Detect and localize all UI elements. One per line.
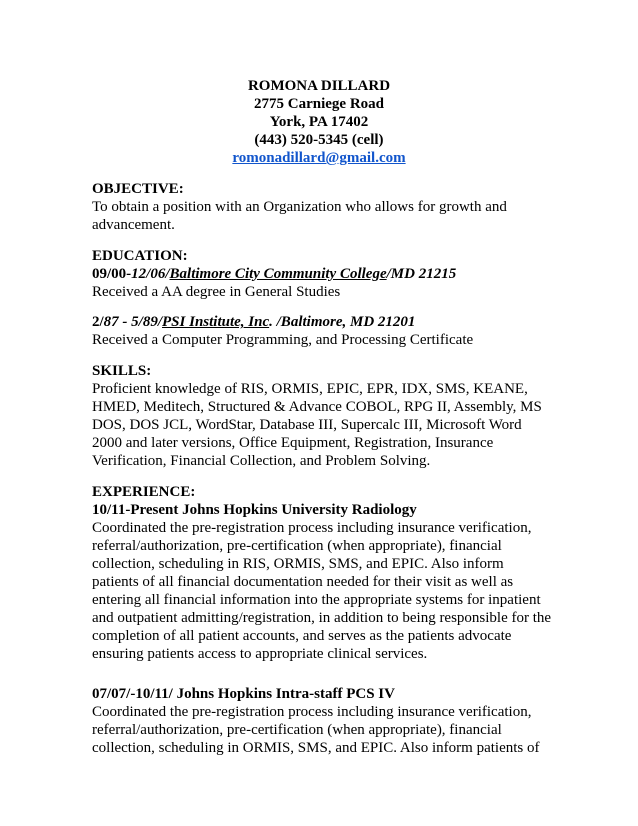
education-heading: EDUCATION: [92, 248, 188, 264]
job-2-line: Coordinated the pre-registration process including insurance verification, [92, 704, 532, 720]
job-1-line: collection, scheduling in RIS, ORMIS, SMS, and EPIC. Also inform [92, 556, 504, 572]
city-state-zip: York, PA 17402 [269, 114, 369, 130]
email-line [0, 149, 638, 167]
job-1-title: 10/11-Present Johns Hopkins University Radiology [92, 502, 417, 518]
education-2-location: . /Baltimore, MD 21201 [269, 314, 416, 330]
job-1-line: and outpatient admitting/registration, in addition to being responsible for the [92, 610, 552, 626]
education-entry-2-title [92, 313, 415, 331]
skills-line: HMED, Meditech, Structured & Advance COBOL, RPG II, Assembly, MS [92, 399, 542, 415]
job-1-line: Coordinated the pre-registration process including insurance verification, [92, 520, 532, 536]
education-1-dates-start: 09/00- [92, 266, 132, 282]
education-2-detail: Received a Computer Programming, and Processing Certificate [92, 332, 474, 348]
skills-line: Proficient knowledge of RIS, ORMIS, EPIC, EPR, IDX, SMS, KEANE, [92, 381, 528, 397]
skills-line: DOS, DOS JCL, WordStar, Database III, Supercalc III, Microsoft Word [92, 417, 522, 433]
phone-number: (443) 520-5345 (cell) [254, 132, 384, 148]
education-1-location: /MD 21215 [386, 266, 457, 282]
education-1-school: Baltimore City Community College [169, 266, 387, 282]
email-link[interactable]: romonadillard@gmail.com [232, 150, 406, 166]
job-2-title: 07/07/-10/11/ Johns Hopkins Intra-staff PCS IV [92, 686, 395, 702]
skills-line: 2000 and later versions, Office Equipment, Registration, Insurance [92, 435, 494, 451]
education-2-school: PSI Institute, Inc [162, 314, 270, 330]
education-1-detail: Received a AA degree in General Studies [92, 284, 341, 300]
skills-line: Verification, Financial Collection, and Problem Solving. [92, 453, 431, 469]
job-2-line: collection, scheduling in ORMIS, SMS, and EPIC. Also inform patients of [92, 740, 540, 756]
experience-heading: EXPERIENCE: [92, 484, 196, 500]
job-1-line: patients of all financial documentation needed for their visit as well as [92, 574, 514, 590]
objective-line: advancement. [92, 217, 175, 233]
objective-heading: OBJECTIVE: [92, 181, 184, 197]
objective-line: To obtain a position with an Organization who allows for growth and [92, 199, 507, 215]
education-2-dates-start: 2/ [92, 314, 104, 330]
job-1-line: ensuring patients access to appropriate clinical services. [92, 646, 428, 662]
education-entry-1-title [92, 265, 456, 283]
applicant-name: ROMONA DILLARD [247, 78, 391, 94]
job-1-line: referral/authorization, pre-certification (when appropriate), financial [92, 538, 502, 554]
education-2-dates-end: 87 - 5/89/ [103, 314, 163, 330]
education-1-dates-end: 12/06/ [131, 266, 170, 282]
skills-heading: SKILLS: [92, 363, 152, 379]
job-1-line: completion of all patient accounts, and serves as the patients advocate [92, 628, 512, 644]
job-2-line: referral/authorization, pre-certification (when appropriate), financial [92, 722, 502, 738]
job-1-line: entering all financial information into the appropriate systems for inpatient [92, 592, 541, 608]
street-address: 2775 Carniege Road [254, 96, 384, 112]
